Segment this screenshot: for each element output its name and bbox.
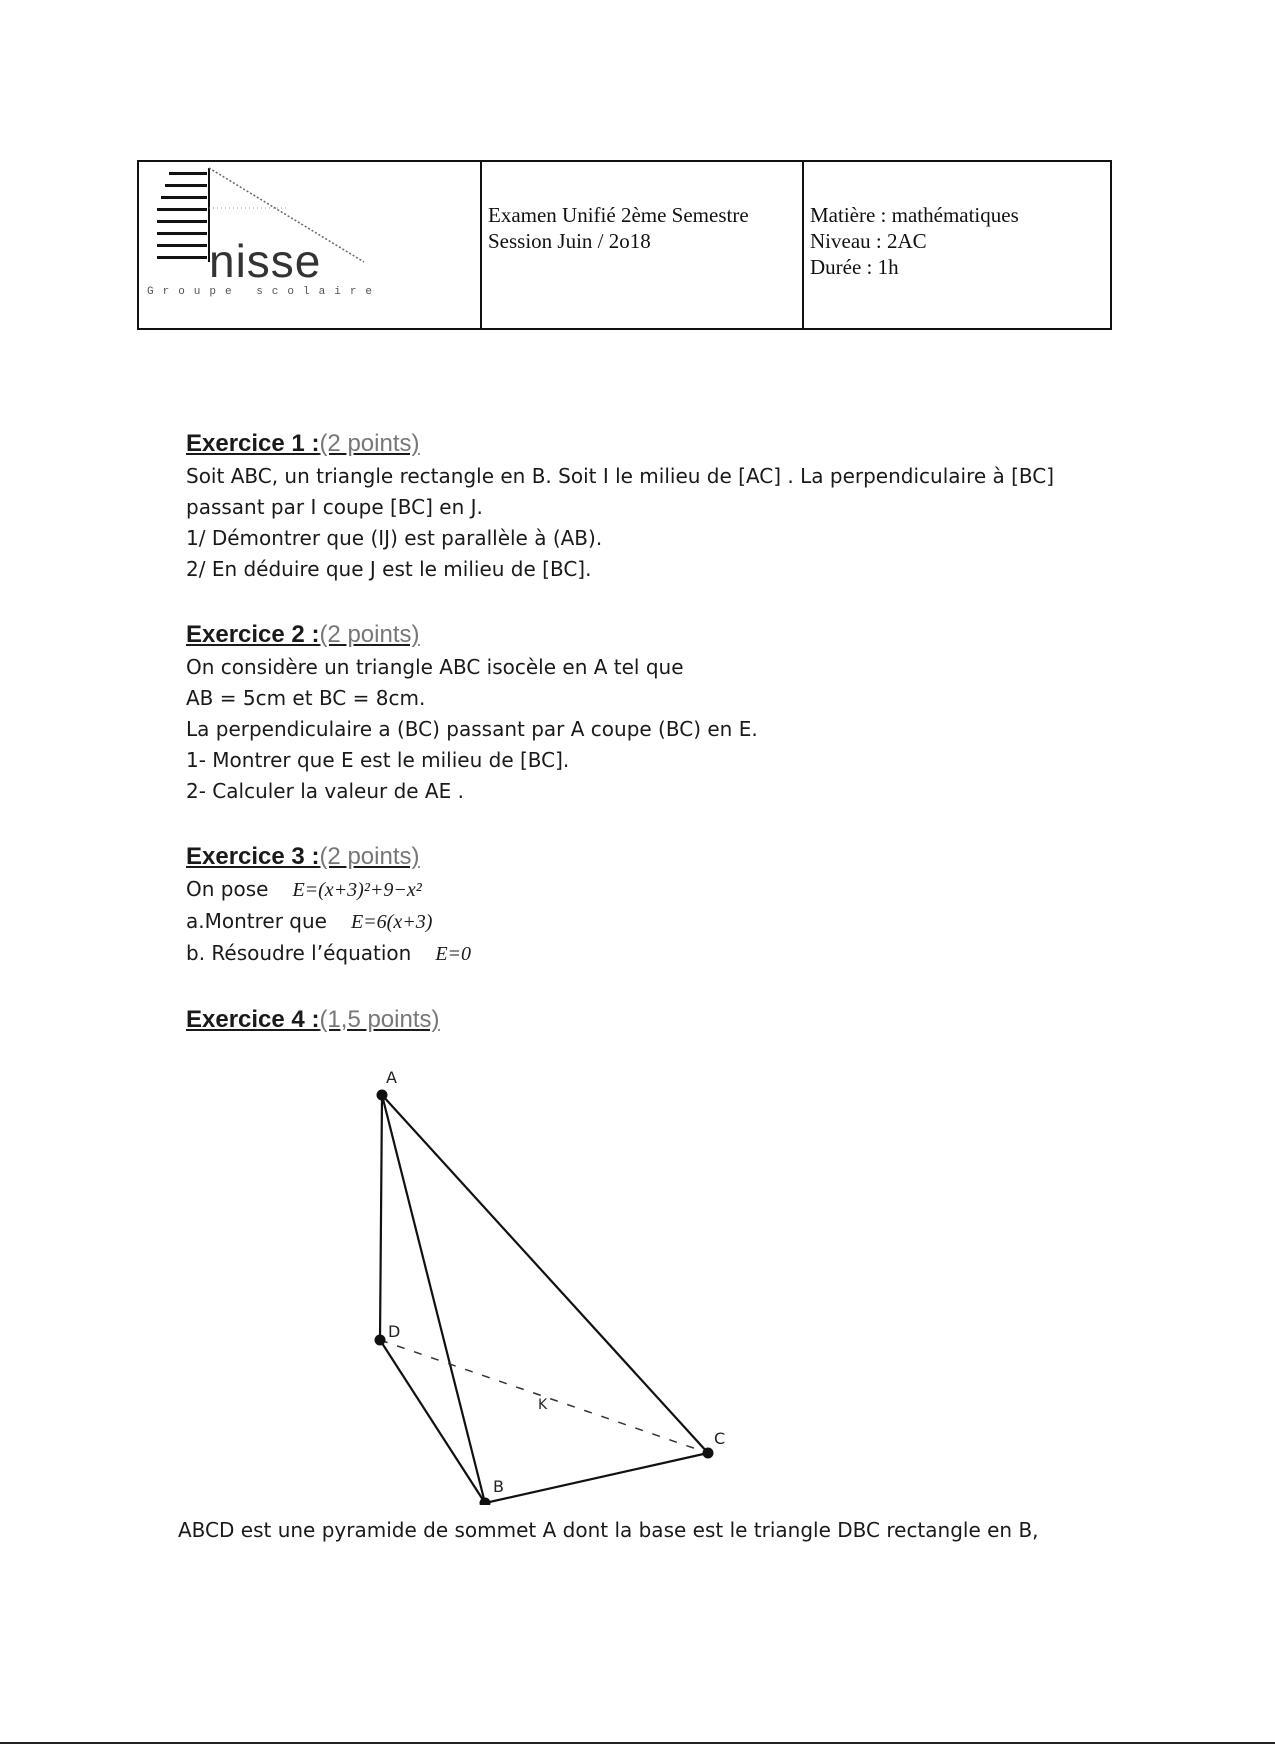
exercise-line: 1/ Démontrer que (IJ) est parallèle à (AB). (186, 526, 603, 550)
exercise-title: Exercice 2 :(2 points) (186, 621, 420, 648)
exercise-line: passant par I coupe [BC] en J. (186, 495, 483, 519)
exam-title: Examen Unifié 2ème Semestre (488, 203, 749, 227)
math-expression: E=(x+3)²+9−x² (292, 879, 422, 901)
vertex-C (703, 1448, 714, 1459)
logo-cell (139, 162, 482, 328)
exam-info-cell (482, 162, 804, 328)
exercise-line: 1- Montrer que E est le milieu de [BC]. (186, 748, 570, 772)
logo-subtitle: Groupe scolaire (147, 286, 382, 298)
label-K: K (538, 1397, 548, 1413)
math-expression: E=0 (435, 943, 472, 965)
exercise-line: 2/ En déduire que J est le milieu de [BC]. (186, 557, 592, 581)
vertex-D (375, 1335, 386, 1346)
exercise-points: (2 points) (319, 843, 420, 870)
level-label: Niveau : 2AC (810, 229, 927, 253)
exercise-line: Soit ABC, un triangle rectangle en B. Soit I le milieu de [AC] . La perpendiculaire à [BC] (186, 464, 1055, 488)
exercise-line: La perpendiculaire a (BC) passant par A coupe (BC) en E. (186, 717, 758, 741)
edge-BC (485, 1453, 708, 1503)
exercise-title: Exercice 1 :(2 points) (186, 430, 420, 457)
exam-session: Session Juin / 2o18 (488, 229, 651, 253)
math-expression: E=6(x+3) (350, 911, 433, 933)
exercise-3 (186, 841, 1126, 970)
exercise-points: (2 points) (319, 621, 420, 648)
label-D: D (388, 1322, 401, 1341)
exercise-4 (186, 1004, 1126, 1035)
exercise-line: b. Résoudre l’équation E=0 (186, 941, 472, 965)
exercise-title: Exercice 3 :(2 points) (186, 843, 420, 870)
edge-AB (382, 1095, 485, 1503)
exercise-points: (1,5 points) (319, 1006, 440, 1033)
exercise-1 (186, 428, 1126, 585)
logo-wordmark: nisse (209, 235, 322, 287)
exercise-line: On pose E=(x+3)²+9−x² (186, 877, 422, 901)
exercises-content (186, 428, 1126, 1069)
pyramid-figure (330, 1055, 750, 1505)
exercise-points: (2 points) (319, 430, 420, 457)
duration-label: Durée : 1h (810, 255, 899, 279)
exam-header (137, 160, 1112, 330)
exercise-2 (186, 619, 1126, 807)
bottom-rule (0, 1742, 1275, 1744)
edge-DB (380, 1340, 485, 1503)
exercise-title: Exercice 4 :(1,5 points) (186, 1006, 440, 1033)
label-A: A (386, 1068, 397, 1087)
figure-caption: ABCD est une pyramide de sommet A dont la base est le triangle DBC rectangle en B, (178, 1518, 1039, 1542)
label-C: C (714, 1429, 726, 1448)
vertex-A (377, 1090, 388, 1101)
exercise-line: 2- Calculer la valeur de AE . (186, 779, 464, 803)
exercise-line: a.Montrer que E=6(x+3) (186, 909, 433, 933)
subject-label: Matière : mathématiques (810, 203, 1019, 227)
edge-AD (380, 1095, 382, 1340)
label-B: B (493, 1477, 504, 1496)
subject-info-cell (804, 162, 1110, 328)
exercise-line: AB = 5cm et BC = 8cm. (186, 686, 426, 710)
exercise-line: On considère un triangle ABC isocèle en A tel que (186, 655, 684, 679)
